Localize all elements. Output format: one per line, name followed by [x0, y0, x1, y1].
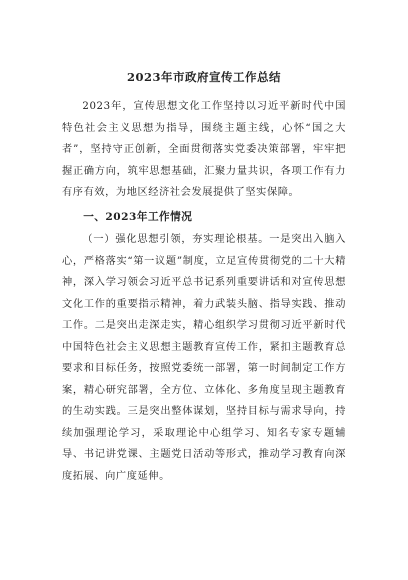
section-paragraph: （一）强化思想引领，夯实理论根基。一是突出入脑入心，严格落实“第一议题”制度，立足宣传贯彻党的二十大精神，深入学习领会习近平总书记系列重要讲话和对宣传思想文化工作的重要指示精神，着力武装头脑、指导实践、推动工作。二是突出走深走实，精心组织学习贯彻习近平新时代中国特色社会主义思想主题教育宣传工作，紧扣主题教育总要求和目标任务，按照党委统一部署，第一时间制定工作方案，精心研究部署，全方位、立体化、多角度呈现主题教育的生动实践。三是突出整体谋划，坚持目标与需求导向，持续加强理论学习，采取理论中心组学习、知名专家专题辅导、书记讲党课、主题党日活动等形式，推动学习教育向深度拓展、向广度延伸。: [62, 234, 346, 482]
section-heading: 一、2023年工作情况: [83, 210, 193, 223]
intro-paragraph: 2023年，宣传思想文化工作坚持以习近平新时代中国特色社会主义思想为指导，围绕主题主线，心怀“国之大者”，坚持守正创新，全面贯彻落实党委决策部署，牢牢把握正确方向，筑牢思想基础，汇聚力量共识，各项工作有力有序有效，为地区经济社会发展提供了坚实保障。: [62, 101, 346, 198]
document-title: 2023年市政府宣传工作总结: [126, 70, 281, 84]
